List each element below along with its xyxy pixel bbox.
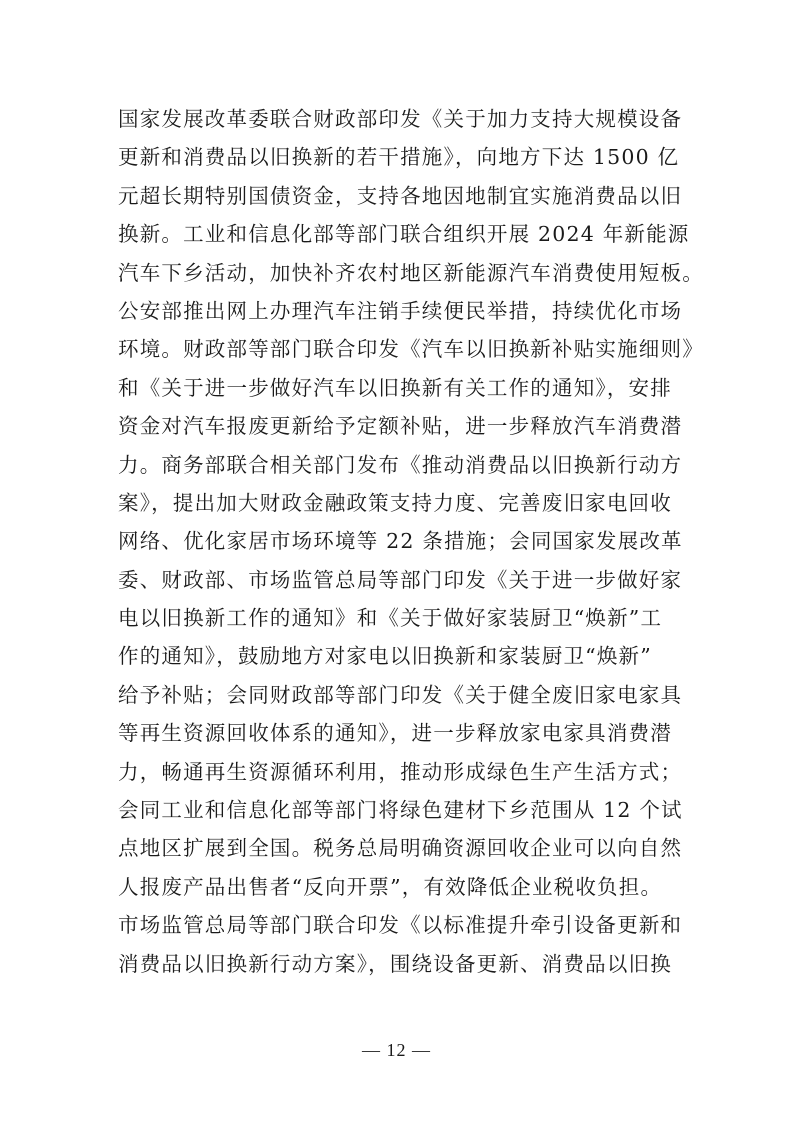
text-line: 换新。工业和信息化部等部门联合组织开展 2024 年新能源 xyxy=(118,222,690,247)
text-line: 人报废产品出售者“反向开票”，有效降低企业税收负担。 xyxy=(118,874,663,899)
text-line: 点地区扩展到全国。税务总局明确资源回收企业可以向自然 xyxy=(118,836,683,861)
text-line: 资金对汽车报废更新给予定额补贴，进一步释放汽车消费潜 xyxy=(118,414,683,439)
text-line: 公安部推出网上办理汽车注销手续便民举措，持续优化市场 xyxy=(118,298,683,323)
text-line: 更新和消费品以旧换新的若干措施》，向地方下达 1500 亿 xyxy=(118,145,680,170)
text-line: 力，畅通再生资源循环利用，推动形成绿色生产生活方式； xyxy=(118,759,683,784)
text-line: 会同工业和信息化部等部门将绿色建材下乡范围从 12 个试 xyxy=(118,798,683,823)
text-line: 力。商务部联合相关部门发布《推动消费品以旧换新行动方 xyxy=(118,452,683,477)
text-line: 元超长期特别国债资金，支持各地因地制宜实施消费品以旧 xyxy=(118,183,683,208)
text-line: 电以旧换新工作的通知》和《关于做好家装厨卫“焕新”工 xyxy=(118,606,663,631)
text-line: 作的通知》，鼓励地方对家电以旧换新和家装厨卫“焕新” xyxy=(118,644,652,669)
text-line: 环境。财政部等部门联合印发《汽车以旧换新补贴实施细则》 xyxy=(118,337,704,362)
text-line: 国家发展改革委联合财政部印发《关于加力支持大规模设备 xyxy=(118,107,683,131)
text-line: 给予补贴；会同财政部等部门印发《关于健全废旧家电家具 xyxy=(118,682,683,707)
text-line: 汽车下乡活动，加快补齐农村地区新能源汽车消费使用短板。 xyxy=(118,260,704,285)
text-line: 消费品以旧换新行动方案》，围绕设备更新、消费品以旧换 xyxy=(118,951,672,976)
text-line: 案》，提出加大财政金融政策支持力度、完善废旧家电回收 xyxy=(118,490,672,515)
body-text xyxy=(118,100,704,983)
text-line: 委、财政部、市场监管总局等部门印发《关于进一步做好家 xyxy=(118,567,683,592)
page-number: — 12 — xyxy=(362,1040,431,1060)
text-line: 和《关于进一步做好汽车以旧换新有关工作的通知》，安排 xyxy=(118,375,672,400)
text-line: 市场监管总局等部门联合印发《以标准提升牵引设备更新和 xyxy=(118,913,683,938)
text-line: 网络、优化家居市场环境等 22 条措施；会同国家发展改革 xyxy=(118,529,683,554)
text-line: 等再生资源回收体系的通知》，进一步释放家电家具消费潜 xyxy=(118,721,672,746)
